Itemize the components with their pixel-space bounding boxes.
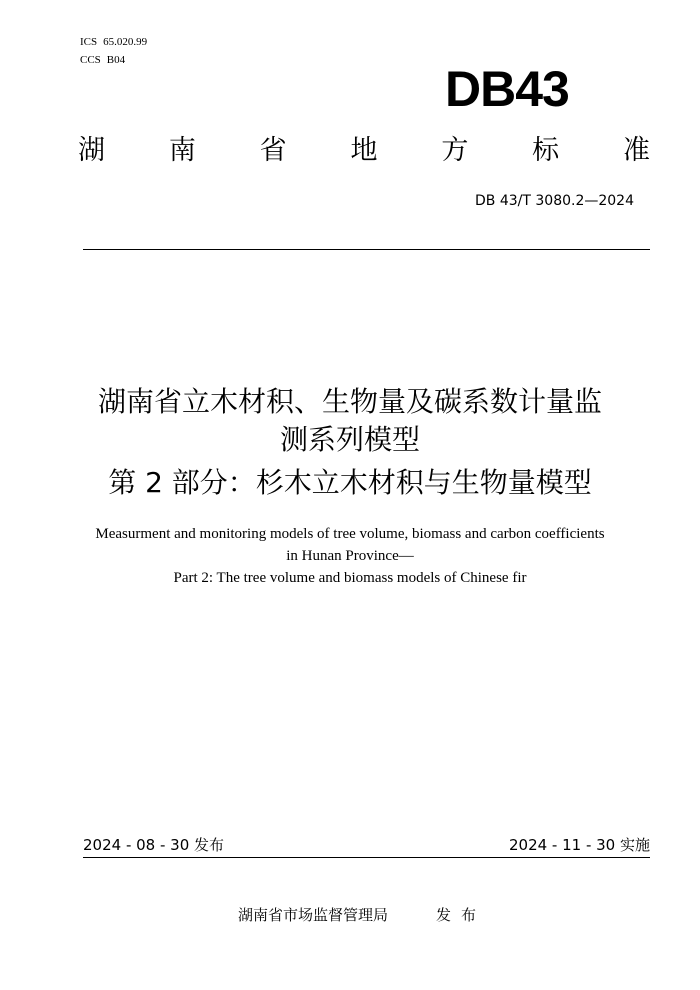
implement-date: 2024 - 11 - 30 实施 xyxy=(508,836,650,854)
title-en-line1: Measurment and monitoring models of tree volume, biomass and carbon coefficients xyxy=(95,526,605,542)
issue-label: 发布 xyxy=(436,906,487,924)
ics-code xyxy=(80,36,147,49)
ccs-value: B04 xyxy=(106,54,126,66)
standard-type-char: 方 xyxy=(441,135,469,166)
standard-type-char: 湖 xyxy=(78,135,105,166)
top-divider xyxy=(83,249,650,250)
title-en-line2: in Hunan Province— xyxy=(286,548,414,564)
title-cn-line3: 第 2 部分：杉木立木材积与生物量模型 xyxy=(108,466,592,499)
ics-value: 65.020.99 xyxy=(103,36,148,48)
standard-type-char: 南 xyxy=(168,135,196,166)
standard-type-heading xyxy=(78,134,650,168)
title-cn-line2: 测系列模型 xyxy=(279,423,420,456)
issuing-authority: 湖南省市场监督管理局 xyxy=(238,906,389,924)
db43-logo: DB43 xyxy=(445,61,569,117)
title-en-line3: Part 2: The tree volume and biomass models of Chinese fir xyxy=(173,570,527,586)
standard-number: DB 43/T 3080.2—2024 xyxy=(475,193,634,209)
publish-date: 2024 - 08 - 30 发布 xyxy=(83,836,225,854)
title-cn-line1: 湖南省立木材积、生物量及碳系数计量监 xyxy=(97,385,602,418)
ccs-code xyxy=(80,54,125,67)
standard-type-char: 标 xyxy=(532,135,560,166)
standard-type-char: 省 xyxy=(259,135,287,166)
bottom-divider xyxy=(83,857,650,858)
standard-type-char: 准 xyxy=(622,135,650,166)
ccs-label: CCS xyxy=(80,54,101,66)
standard-type-char: 地 xyxy=(350,135,378,166)
ics-label: ICS xyxy=(80,36,98,48)
